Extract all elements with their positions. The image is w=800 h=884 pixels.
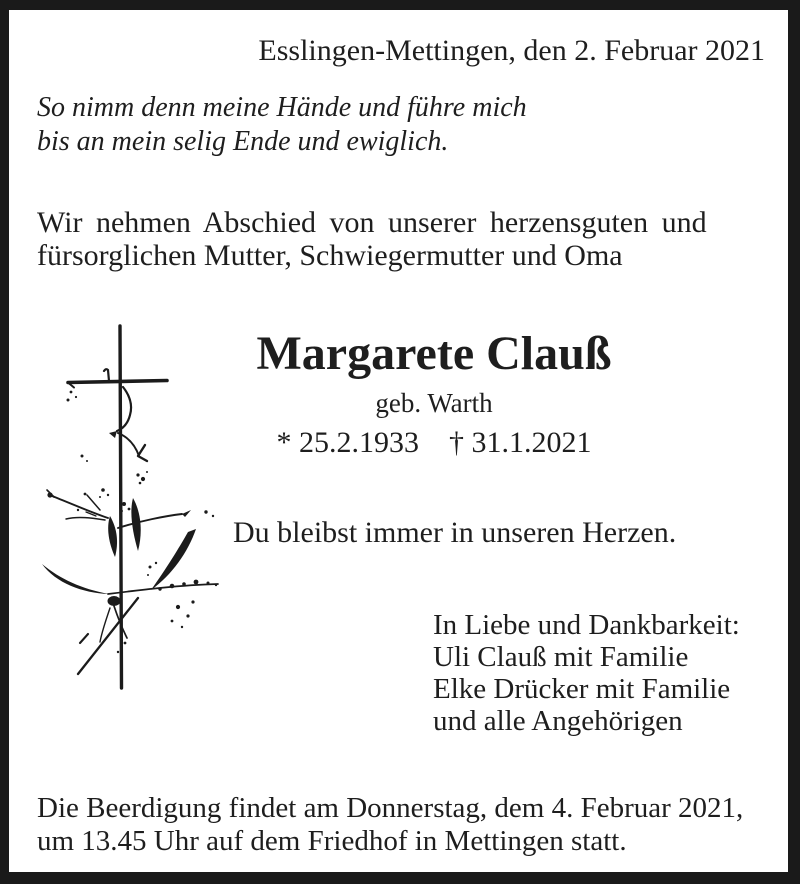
intro-line: fürsorglichen Mutter, Schwiegermutter und Oma	[37, 239, 623, 272]
remembrance-line: Du bleibst immer in unseren Herzen.	[233, 516, 677, 549]
verse-line: bis an mein selig Ende und ewiglich.	[37, 126, 449, 157]
maiden-name: geb. Warth	[375, 388, 493, 418]
death-date: † 31.1.2021	[449, 426, 592, 459]
mourners-block	[433, 609, 740, 737]
deceased-name: Margarete Clauß	[256, 327, 612, 380]
birth-date: * 25.2.1933	[276, 426, 419, 459]
verse-line: So nimm denn meine Hände und führe mich	[37, 92, 527, 123]
deceased-block	[129, 328, 739, 459]
mourners-line: und alle Angehörigen	[433, 705, 683, 737]
intro-paragraph	[37, 206, 707, 272]
opening-verse	[37, 91, 527, 159]
mourners-line: Elke Drücker mit Familie	[433, 673, 731, 705]
funeral-line: Die Beerdigung findet am Donnerstag, dem 4. Februar 2021,	[37, 792, 744, 824]
dateline: Esslingen-Mettingen, den 2. Februar 2021	[258, 34, 765, 67]
intro-line: Wir nehmen Abschied von unserer herzensguten und	[37, 206, 707, 239]
life-dates	[129, 426, 739, 459]
mourners-line: In Liebe und Dankbarkeit:	[433, 609, 740, 641]
mourners-line: Uli Clauß mit Familie	[433, 641, 689, 673]
funeral-line: um 13.45 Uhr auf dem Friedhof in Mettingen statt.	[37, 825, 627, 857]
funeral-info	[37, 792, 743, 858]
